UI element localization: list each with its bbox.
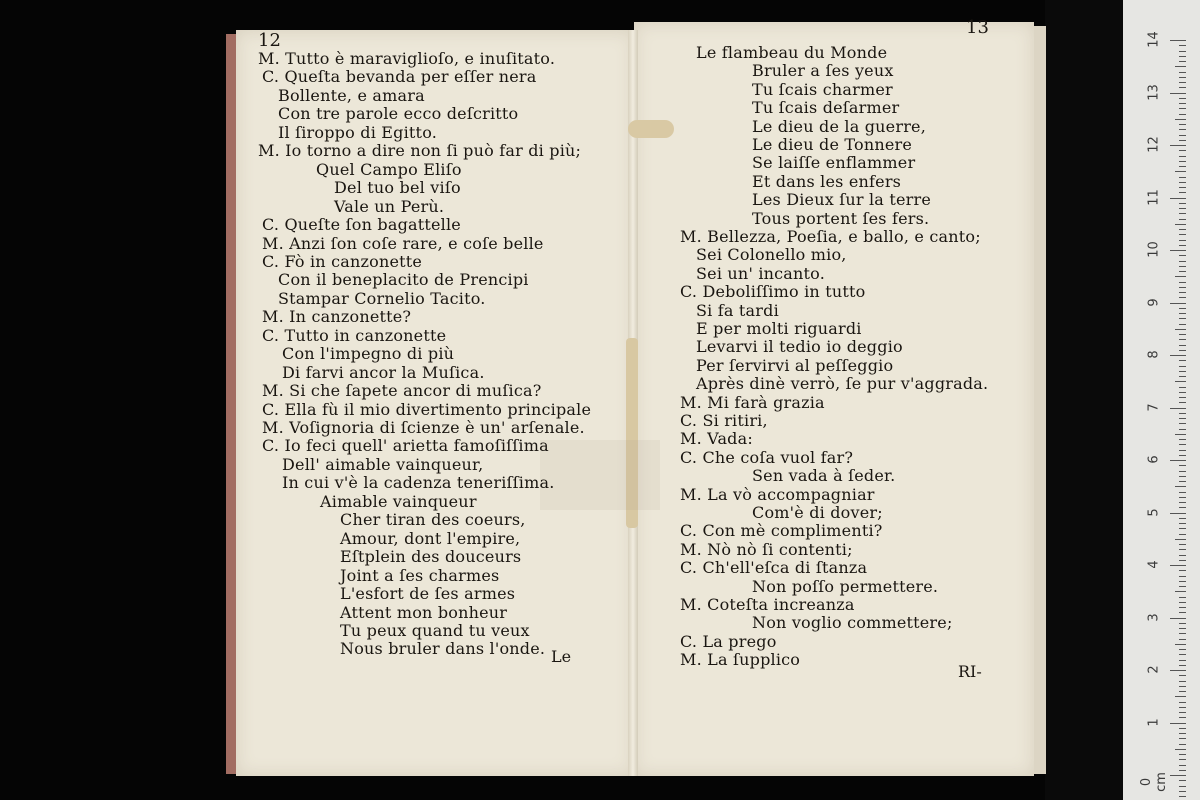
right-line: M. La vò accompagniar <box>680 484 875 504</box>
ruler-tick <box>1179 576 1186 577</box>
ruler-tick <box>1179 675 1186 676</box>
ruler-tick <box>1179 366 1186 367</box>
right-line: C. Con mè complimenti? <box>680 521 883 541</box>
left-line: Dell' aimable vainqueur, <box>282 454 484 474</box>
ruler-tick <box>1175 66 1186 67</box>
ruler-tick <box>1175 329 1186 330</box>
left-line: Cher tiran des coeurs, <box>340 510 526 530</box>
ruler-tick <box>1170 40 1186 41</box>
ruler-tick <box>1170 145 1186 146</box>
ruler-tick <box>1179 72 1186 73</box>
ruler-tick <box>1179 418 1186 419</box>
ruler-tick <box>1179 103 1186 104</box>
left-line: M. Anzi ſon coſe rare, e coſe belle <box>262 233 544 253</box>
left-line: M. Si che ſapete ancor di muſica? <box>262 381 542 401</box>
right-line: Sei Colonello mio, <box>696 245 847 265</box>
ruler-tick <box>1179 150 1186 151</box>
ruler-tick <box>1170 460 1186 461</box>
left-line: C. Ella fù il mio divertimento principale <box>262 399 592 419</box>
ruler-tick <box>1179 324 1186 325</box>
left-line: C. Tutto in canzonette <box>262 325 447 345</box>
ruler-tick <box>1179 744 1186 745</box>
ruler-tick <box>1179 45 1186 46</box>
measurement-ruler <box>1123 0 1200 800</box>
right-line: Sen vada à ſeder. <box>752 466 896 486</box>
left-line: Del tuo bel viſo <box>334 178 461 198</box>
left-line: Di farvi ancor la Muſica. <box>282 362 485 382</box>
ruler-tick <box>1179 492 1186 493</box>
ruler-tick <box>1170 198 1186 199</box>
ruler-label: 14 <box>1146 31 1162 48</box>
ruler-tick <box>1179 161 1186 162</box>
left-line: Bollente, e amara <box>278 85 425 105</box>
ruler-tick <box>1179 423 1186 424</box>
ruler-tick <box>1179 717 1186 718</box>
ruler-tick <box>1179 124 1186 125</box>
ruler-tick <box>1170 565 1186 566</box>
ruler-tick <box>1170 723 1186 724</box>
ruler-tick <box>1179 702 1186 703</box>
ruler-tick <box>1179 581 1186 582</box>
right-line: C. Ch'ell'eſca di ſtanza <box>680 558 868 578</box>
ruler-tick <box>1179 534 1186 535</box>
ruler-tick <box>1179 308 1186 309</box>
right-line: Et dans les enfers <box>752 171 902 191</box>
ruler-tick <box>1179 471 1186 472</box>
ruler-tick <box>1179 187 1186 188</box>
left-line: Vale un Perù. <box>334 196 445 216</box>
ruler-tick <box>1179 240 1186 241</box>
right-line: M. Coteſta increanza <box>680 595 855 614</box>
ruler-tick <box>1170 303 1186 304</box>
black-cloth <box>1045 0 1123 800</box>
ruler-tick <box>1179 203 1186 204</box>
ruler-tick <box>1179 245 1186 246</box>
ruler-tick <box>1175 381 1186 382</box>
ruler-tick <box>1179 770 1186 771</box>
ruler-tick <box>1179 266 1186 267</box>
ruler-tick <box>1179 376 1186 377</box>
right-line: Tu ſcais deſarmer <box>752 98 900 118</box>
ruler-tick <box>1179 87 1186 88</box>
ruler-tick <box>1179 282 1186 283</box>
left-line: Con il beneplacito de Prencipi <box>278 270 529 290</box>
left-line: C. Queſte ſon bagattelle <box>262 215 461 235</box>
left-line: Amour, dont l'empire, <box>340 528 521 548</box>
ruler-tick <box>1179 602 1186 603</box>
ruler-tick <box>1179 455 1186 456</box>
left-line: Aimable vainqueur <box>320 491 477 511</box>
ruler-tick <box>1179 345 1186 346</box>
ruler-tick <box>1175 224 1186 225</box>
ruler-tick <box>1179 686 1186 687</box>
right-line: Se laiſſe enflammer <box>752 153 916 173</box>
ruler-tick <box>1179 129 1186 130</box>
ruler-tick <box>1170 775 1186 776</box>
ruler-tick <box>1170 513 1186 514</box>
ruler-tick <box>1179 313 1186 314</box>
ruler-label: 11 <box>1146 188 1162 206</box>
ruler-tick <box>1179 413 1186 414</box>
ruler-label: 4 <box>1146 560 1162 569</box>
left-line: M. Voſignoria di ſcienze è un' arſenale. <box>262 418 585 437</box>
ruler-tick <box>1179 182 1186 183</box>
ruler-tick <box>1179 780 1186 781</box>
ruler-tick <box>1179 287 1186 288</box>
ruler-tick <box>1179 360 1186 361</box>
ruler-tick <box>1179 429 1186 430</box>
ruler-tick <box>1179 439 1186 440</box>
right-line: M. Vada: <box>680 429 753 449</box>
ruler-tick <box>1179 450 1186 451</box>
left-line: M. Tutto è maraviglioſo, e inuſitato. <box>258 49 556 68</box>
ruler-label: 12 <box>1146 136 1162 153</box>
ruler-tick <box>1170 93 1186 94</box>
ruler-tick <box>1179 639 1186 640</box>
ruler-tick <box>1179 135 1186 136</box>
ruler-tick <box>1179 98 1186 99</box>
ruler-tick <box>1179 555 1186 556</box>
ruler-tick <box>1179 733 1186 734</box>
ruler-label: 10 <box>1146 241 1162 258</box>
right-line: Tous portent ſes fers. <box>752 208 930 228</box>
ruler-label: 6 <box>1146 455 1162 464</box>
left-page-number: 12 <box>258 30 281 51</box>
ruler-tick <box>1179 234 1186 235</box>
left-line: Il ſiroppo di Egitto. <box>278 122 438 142</box>
ruler-tick <box>1179 271 1186 272</box>
ruler-tick <box>1179 691 1186 692</box>
left-line: C. Queſta bevanda per eſſer nera <box>262 67 537 87</box>
left-line: Stampar Cornelio Tacito. <box>278 288 486 308</box>
right-line: Après dinè verrò, ſe pur v'aggrada. <box>696 374 989 394</box>
ruler-label: 1 <box>1146 717 1162 727</box>
ruler-tick <box>1179 518 1186 519</box>
ruler-tick <box>1179 392 1186 393</box>
right-line: Le dieu de Tonnere <box>752 135 913 154</box>
ruler-tick <box>1175 696 1186 697</box>
ruler-tick <box>1179 796 1186 797</box>
right-line: M. Mi farà grazia <box>680 392 825 412</box>
right-page-number: 13 <box>966 17 989 38</box>
left-line: Tu peux quand tu veux <box>340 620 530 640</box>
right-line: Le dieu de la guerre, <box>752 116 927 136</box>
ruler-tick <box>1179 497 1186 498</box>
ruler-tick <box>1179 633 1186 634</box>
ruler-tick <box>1179 791 1186 792</box>
ruler-tick <box>1179 339 1186 340</box>
ruler-tick <box>1179 712 1186 713</box>
right-line: Le flambeau du Monde <box>696 43 888 62</box>
ruler-label: 13 <box>1146 83 1162 101</box>
right-line: C. Che coſa vuol far? <box>680 447 854 467</box>
right-line: C. Si ritiri, <box>680 411 768 430</box>
ruler-tick <box>1179 77 1186 78</box>
left-catchword: Le <box>551 647 572 666</box>
ruler-tick <box>1179 350 1186 351</box>
left-line: C. Io feci quell' arietta famoſiſſima <box>262 436 549 456</box>
ruler-tick <box>1179 465 1186 466</box>
left-line: Attent mon bonheur <box>340 602 508 622</box>
ruler-tick <box>1179 208 1186 209</box>
ruler-tick <box>1179 597 1186 598</box>
ruler-tick <box>1179 765 1186 766</box>
ruler-tick <box>1175 644 1186 645</box>
ruler-tick <box>1175 539 1186 540</box>
ruler-tick <box>1179 649 1186 650</box>
ruler-tick <box>1170 618 1186 619</box>
ruler-tick <box>1179 166 1186 167</box>
right-line: C. Deboliſſimo in tutto <box>680 282 866 302</box>
ruler-tick <box>1170 355 1186 356</box>
ruler-tick <box>1175 276 1186 277</box>
ruler-tick <box>1179 523 1186 524</box>
ruler-tick <box>1179 51 1186 52</box>
ruler-tick <box>1179 61 1186 62</box>
ruler-tick <box>1179 219 1186 220</box>
ruler-tick <box>1179 387 1186 388</box>
ruler-tick <box>1179 318 1186 319</box>
ruler-tick <box>1170 250 1186 251</box>
right-line: M. Bellezza, Poeſia, e ballo, e canto; <box>680 227 981 246</box>
right-line: M. Nò nò ſi contenti; <box>680 539 853 559</box>
right-line: Si fa tardi <box>696 300 779 320</box>
left-line: M. In canzonette? <box>262 307 412 327</box>
ruler-tick <box>1179 507 1186 508</box>
ruler-tick <box>1179 114 1186 115</box>
ruler-tick <box>1179 481 1186 482</box>
ruler-tick <box>1179 660 1186 661</box>
right-line: Com'è di dover; <box>752 503 883 522</box>
ruler-tick <box>1179 108 1186 109</box>
ruler-tick <box>1179 728 1186 729</box>
right-line: Sei un' incanto. <box>696 263 826 283</box>
left-line: Con tre parole ecco deſcritto <box>278 104 519 124</box>
ruler-tick <box>1179 140 1186 141</box>
binding-knot <box>628 120 674 138</box>
ruler-tick <box>1175 119 1186 120</box>
ruler-tick <box>1179 297 1186 298</box>
ruler-tick <box>1175 749 1186 750</box>
ruler-tick <box>1179 654 1186 655</box>
ruler-tick <box>1179 528 1186 529</box>
ruler-tick <box>1179 213 1186 214</box>
ruler-tick <box>1179 177 1186 178</box>
ruler-tick <box>1170 670 1186 671</box>
left-line: Joint a ſes charmes <box>340 565 500 585</box>
ruler-tick <box>1179 623 1186 624</box>
ruler-label: 5 <box>1146 507 1162 517</box>
ruler-tick <box>1179 261 1186 262</box>
ruler-tick <box>1179 402 1186 403</box>
ruler-tick <box>1179 255 1186 256</box>
ruler-tick <box>1179 586 1186 587</box>
right-line: M. La ſupplico <box>680 650 801 670</box>
right-line: E per molti riguardi <box>696 319 862 338</box>
right-line: Bruler a ſes yeux <box>752 61 894 81</box>
ruler-tick <box>1179 56 1186 57</box>
left-line: In cui v'è la cadenza teneriſſima. <box>282 473 555 493</box>
left-line: Quel Campo Eliſo <box>316 159 462 179</box>
left-line: Nous bruler dans l'onde. <box>340 639 546 659</box>
ruler-tick <box>1179 476 1186 477</box>
ruler-tick <box>1179 570 1186 571</box>
ruler-tick <box>1179 82 1186 83</box>
ruler-label: 9 <box>1146 297 1162 307</box>
ruler-tick <box>1179 397 1186 398</box>
ruler-tick <box>1179 786 1186 787</box>
ruler-tick <box>1179 549 1186 550</box>
ruler-label: 8 <box>1146 350 1162 359</box>
left-line: Con l'impegno di più <box>282 344 455 364</box>
right-line: Per ſervirvi al peſſeggio <box>696 355 894 375</box>
ruler-tick <box>1170 408 1186 409</box>
ruler-tick <box>1179 560 1186 561</box>
right-page-edges <box>1034 26 1046 774</box>
ruler-tick <box>1179 156 1186 157</box>
ruler-label: 7 <box>1146 402 1162 412</box>
ruler-tick <box>1175 434 1186 435</box>
ruler-tick <box>1175 486 1186 487</box>
ruler-tick <box>1179 707 1186 708</box>
right-line: Tu ſcais charmer <box>752 79 893 99</box>
ruler-tick <box>1179 754 1186 755</box>
ruler-tick <box>1179 665 1186 666</box>
right-line: Les Dieux ſur la terre <box>752 190 931 210</box>
ruler-tick <box>1179 607 1186 608</box>
ruler-tick <box>1179 229 1186 230</box>
ruler-tick <box>1179 371 1186 372</box>
left-line: L'esfort de ſes armes <box>340 584 516 604</box>
right-line: C. La prego <box>680 631 777 651</box>
ruler-tick <box>1175 171 1186 172</box>
ruler-tick <box>1179 612 1186 613</box>
ruler-tick <box>1179 544 1186 545</box>
ruler-tick <box>1179 502 1186 503</box>
ruler-tick <box>1179 759 1186 760</box>
ruler-label: 3 <box>1146 612 1162 622</box>
ruler-tick <box>1175 591 1186 592</box>
ruler-tick <box>1179 192 1186 193</box>
ruler-label: 2 <box>1146 665 1162 674</box>
ruler-tick <box>1179 738 1186 739</box>
ruler-tick <box>1179 292 1186 293</box>
left-line: Eſtplein des douceurs <box>340 547 522 567</box>
left-line: C. Fò in canzonette <box>262 251 423 271</box>
right-catchword: RI- <box>958 662 982 681</box>
left-line: M. Io torno a dire non ſi può far di più; <box>258 141 582 161</box>
ruler-tick <box>1179 681 1186 682</box>
ruler-tick <box>1179 334 1186 335</box>
ruler-tick <box>1179 444 1186 445</box>
ruler-label: 0 cm <box>1139 772 1169 792</box>
bleed-through-stain <box>540 440 660 510</box>
right-line: Levarvi il tedio io deggio <box>696 337 903 357</box>
ruler-tick <box>1179 628 1186 629</box>
right-line: Non voglio commettere; <box>752 613 953 633</box>
right-line: Non poſſo permettere. <box>752 576 939 596</box>
